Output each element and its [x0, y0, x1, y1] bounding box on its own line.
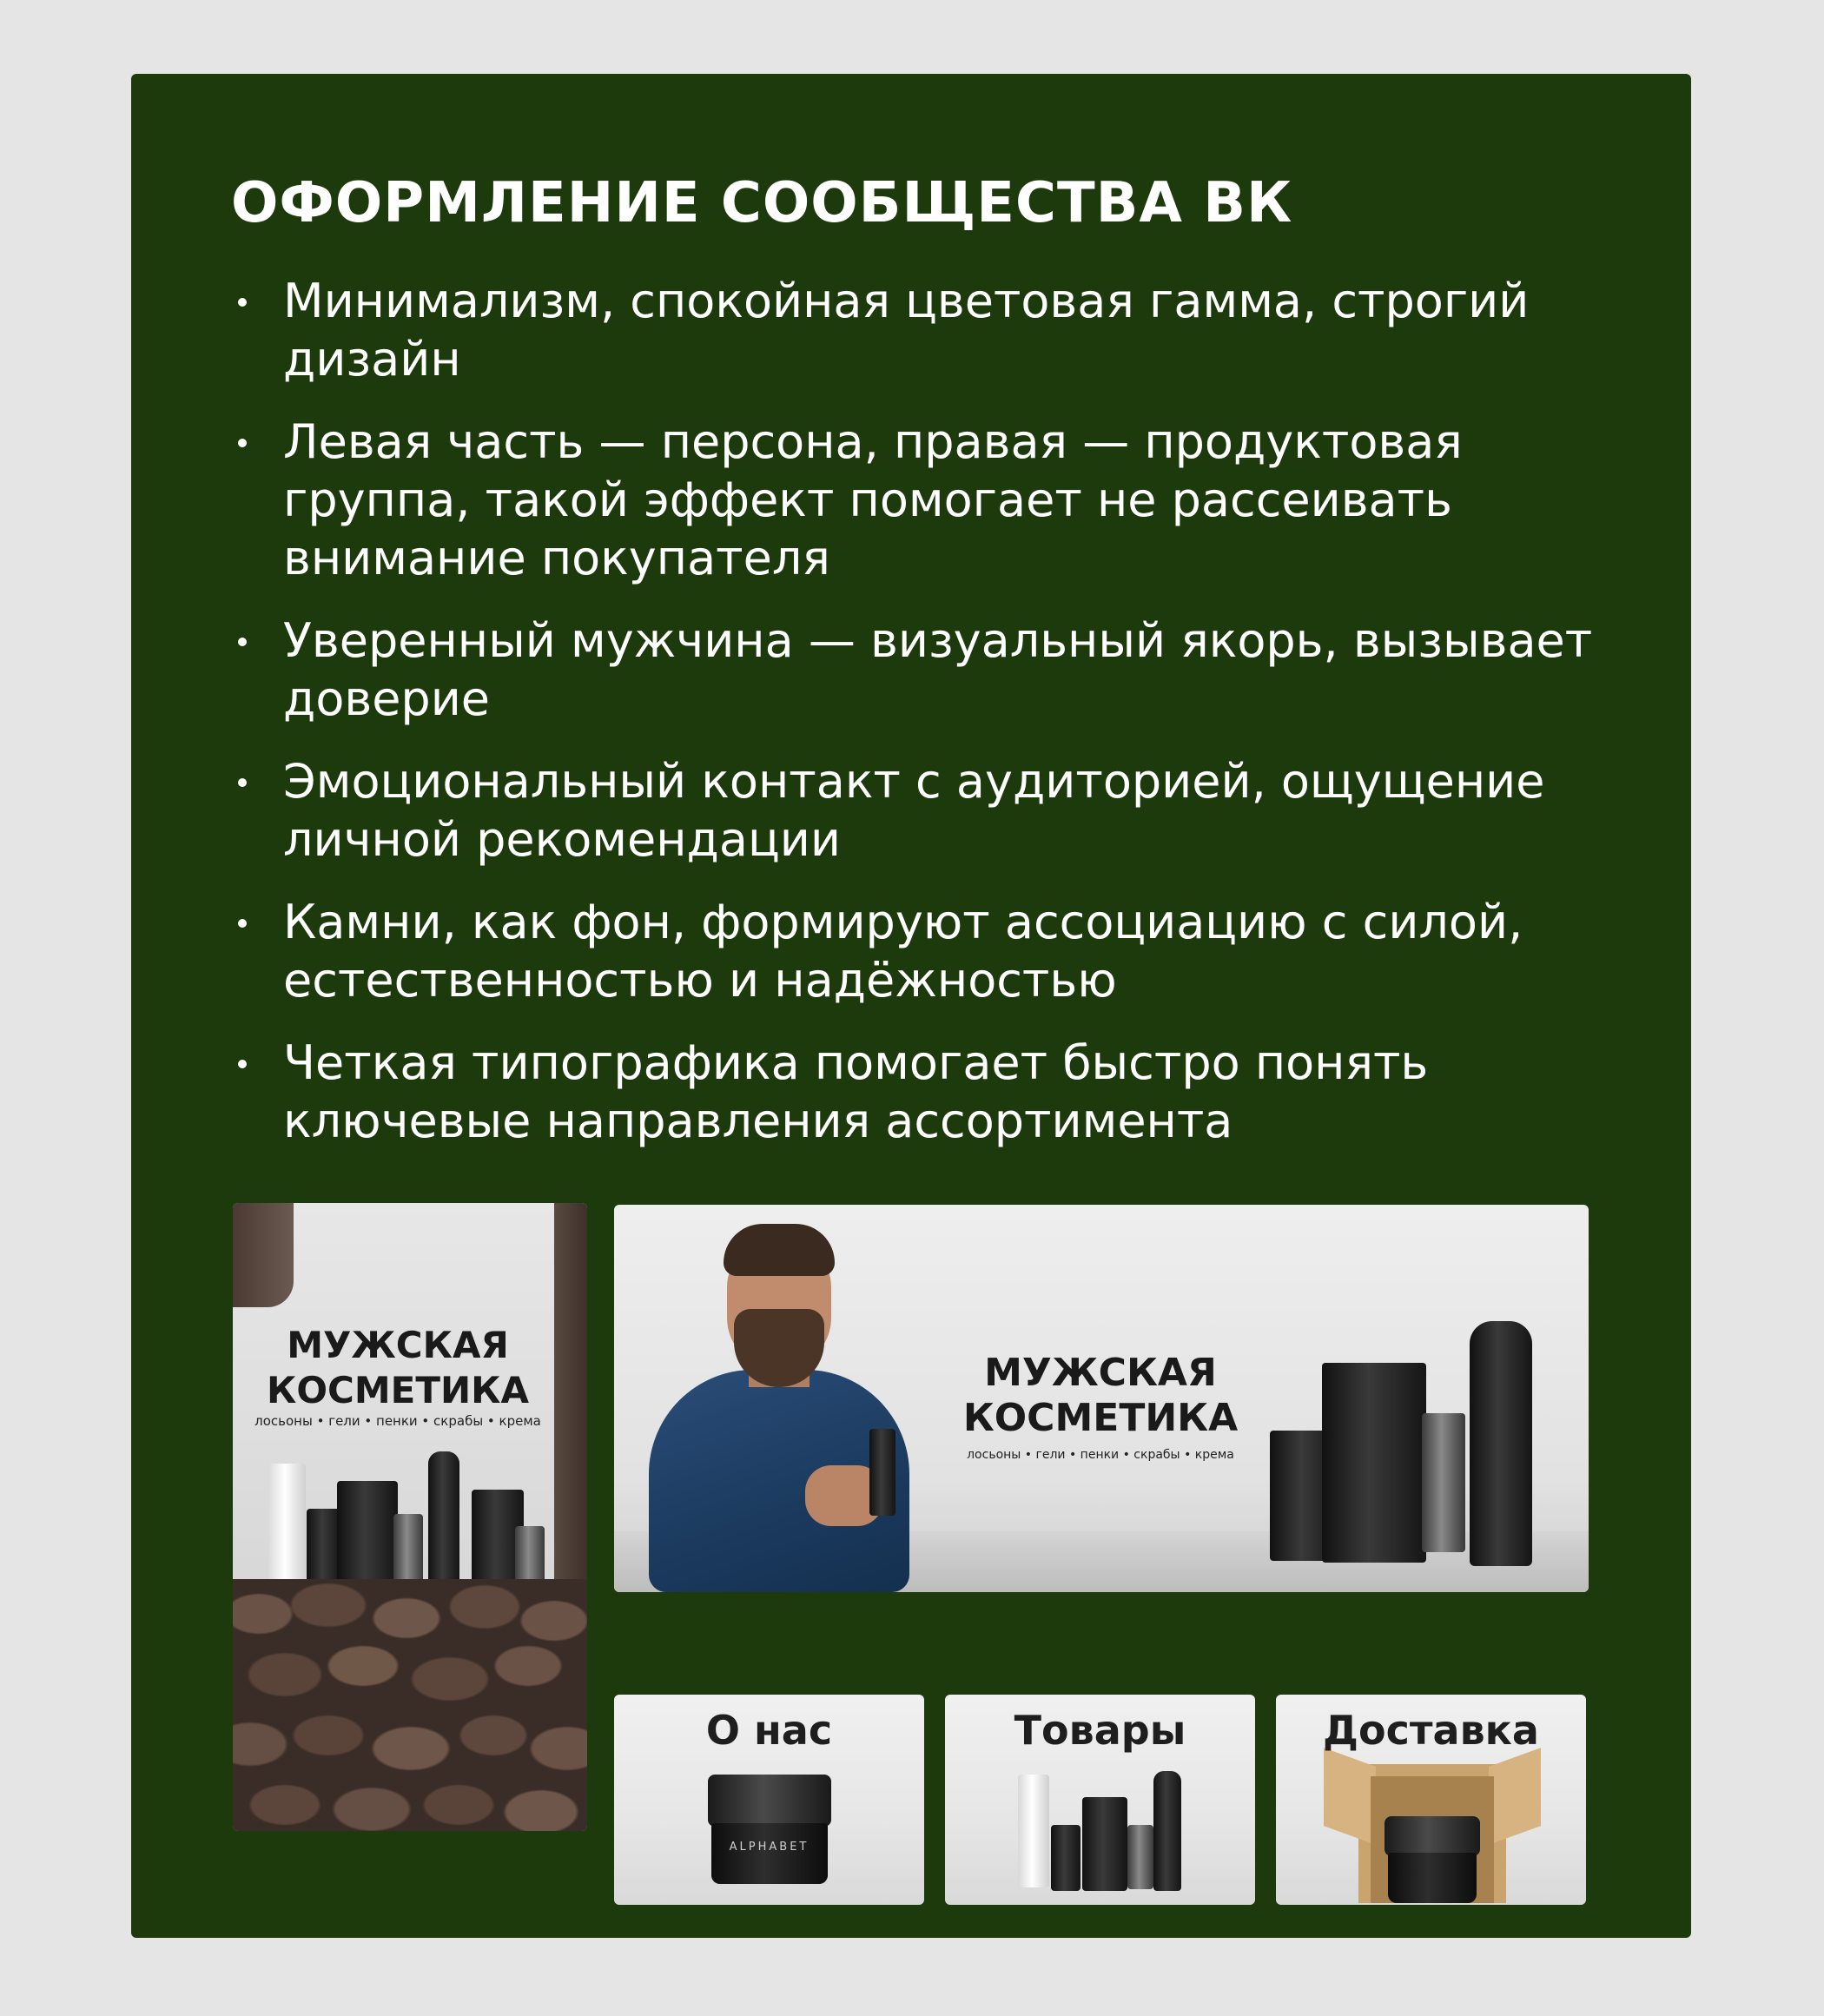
bullet-dot-icon — [238, 298, 247, 307]
spray-bottle-icon — [1470, 1321, 1532, 1566]
menu-tile-delivery[interactable] — [1276, 1695, 1586, 1905]
banner-title-line1: МУЖСКАЯ — [984, 1351, 1217, 1395]
box-flap — [1489, 1748, 1541, 1845]
tube-icon — [1051, 1825, 1081, 1891]
bullet-text: Камни, как фон, формируют ассоциацию с силой, естественностью и надёжностью — [283, 895, 1523, 1008]
slide-title: ОФОРМЛЕНИЕ СООБЩЕСТВА ВК — [231, 171, 1293, 235]
rock-decoration — [233, 1203, 294, 1307]
man-figure — [724, 1224, 835, 1276]
poster-subtitle: лосьоны • гели • пенки • скрабы • крема — [254, 1413, 541, 1429]
vertical-poster-image — [233, 1203, 587, 1831]
jar-icon — [708, 1775, 831, 1827]
banner-title-line2: КОСМЕТИКА — [962, 1396, 1239, 1440]
bullet-list — [231, 272, 1655, 1174]
tube-icon — [1082, 1797, 1127, 1891]
bullet-dot-icon — [238, 1060, 247, 1068]
bullet-item — [231, 752, 1655, 869]
banner-subtitle: лосьоны • гели • пенки • скрабы • крема — [967, 1448, 1234, 1462]
bullet-text: Четкая типографика помогает быстро понять ключевые направления ассортимента — [283, 1035, 1429, 1148]
menu-tile-about[interactable] — [614, 1695, 924, 1905]
bullet-text: Уверенный мужчина — визуальный якорь, вызывает доверие — [283, 613, 1593, 726]
bullet-item — [231, 1034, 1655, 1150]
bullet-dot-icon — [238, 439, 247, 447]
bullet-dot-icon — [238, 638, 247, 646]
menu-label-delivery: Доставка — [1323, 1707, 1539, 1754]
tube-icon — [1322, 1363, 1426, 1563]
spray-bottle-icon — [1153, 1771, 1181, 1891]
bullet-item — [231, 893, 1655, 1009]
poster-title-line1: МУЖСКАЯ — [287, 1324, 509, 1366]
jar-icon — [711, 1823, 828, 1884]
bottle-icon — [1127, 1825, 1153, 1889]
poster-title-line2: КОСМЕТИКА — [267, 1369, 529, 1411]
foam-bottle-icon — [1018, 1775, 1049, 1887]
menu-tile-products[interactable] — [945, 1695, 1255, 1905]
stones-background — [233, 1579, 587, 1831]
bullet-item — [231, 272, 1655, 388]
foam-bottle-icon — [268, 1464, 306, 1594]
jar-brand: ALPHABET — [729, 1841, 810, 1854]
slide-card — [131, 74, 1691, 1938]
spray-bottle-icon — [428, 1451, 459, 1599]
bullet-dot-icon — [238, 919, 247, 928]
bullet-text: Левая часть — персона, правая — продуктовая группа, такой эффект помогает не рассеивать внимание покупателя — [283, 414, 1463, 585]
box-flap — [1324, 1748, 1376, 1845]
bullet-dot-icon — [238, 778, 247, 787]
menu-label-products: Товары — [1014, 1707, 1186, 1754]
jar-icon — [1388, 1853, 1477, 1903]
shipping-box-icon — [1358, 1764, 1506, 1903]
bullet-text: Минимализм, спокойная цветовая гамма, строгий дизайн — [283, 274, 1530, 387]
menu-label-about: О нас — [705, 1707, 833, 1754]
bullet-item — [231, 413, 1655, 587]
jar-icon — [1385, 1816, 1480, 1856]
bullet-text: Эмоциональный контакт с аудиторией, ощущение личной рекомендации — [283, 754, 1545, 867]
bullet-item — [231, 611, 1655, 728]
product-bottle-icon — [869, 1429, 895, 1516]
banner-image — [614, 1205, 1589, 1592]
bottle-icon — [1422, 1413, 1465, 1552]
